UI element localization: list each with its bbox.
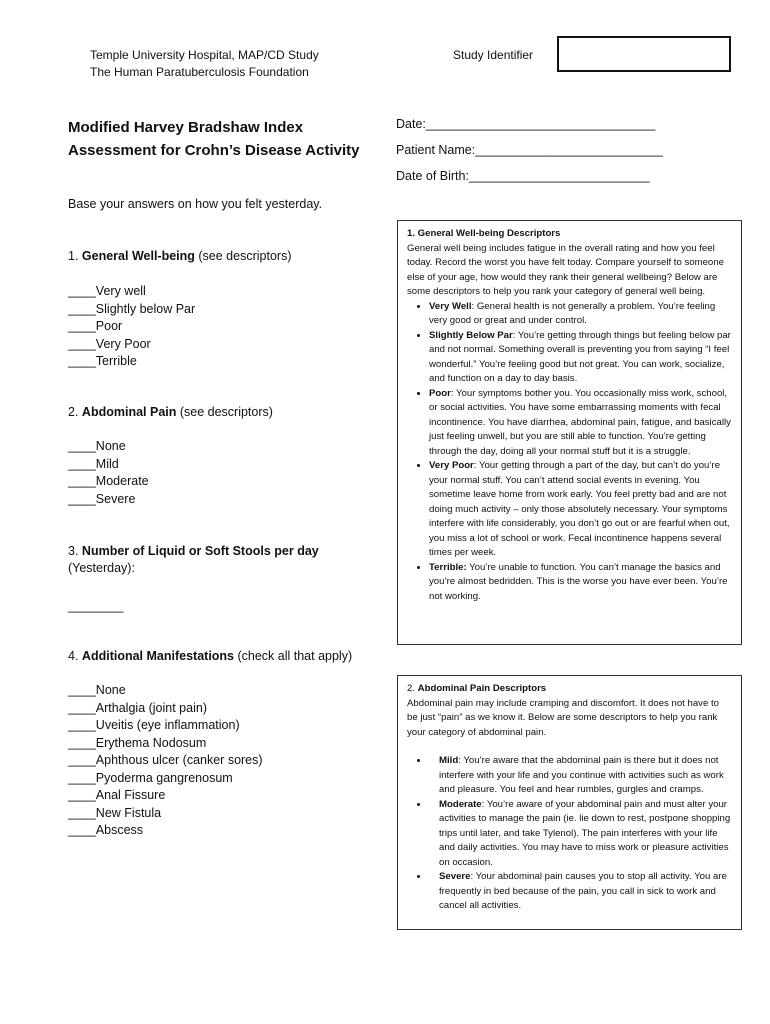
box2-desc: : You’re aware of your abdominal pain and must alter your activities to manage the pain (ie. lie down to rest, postpone shopping trips until later, and take Tylenol). The pain interferes with your life and daily activities. You may have to miss work or pleasure activities on occasion.: [439, 798, 731, 868]
box1-intro: General well being includes fatigue in the overall rating and how you feel today. Record the worst you have felt today. Compare yourself to someone else of your age, how would they rank their general wellbeing? Below are some descriptors to help you rank your category of general well being.: [407, 242, 724, 297]
q4-option[interactable]: ____Pyoderma gangrenosum: [68, 770, 233, 785]
study-identifier-input[interactable]: [557, 36, 731, 72]
q3-number: 3.: [68, 544, 79, 558]
q4-bold: Additional Manifestations: [81, 649, 235, 663]
q2-number: 2.: [68, 405, 79, 419]
patient-name-field[interactable]: Patient Name:___________________________: [396, 143, 663, 157]
q4-option[interactable]: ____Abscess: [68, 823, 144, 837]
q2-option[interactable]: ____None: [68, 439, 126, 453]
q4-option[interactable]: ____New Fistula: [68, 805, 162, 820]
box2-term: Severe: [439, 871, 471, 882]
general-wellbeing-descriptors-box: [397, 220, 742, 645]
box2-term: Moderate: [439, 798, 482, 810]
box2-desc: : You’re aware that the abdominal pain is there but it does not interfere with your life and you continue with activities such as work and pleasure. You feel and hear rumbles, gurgles and cramps.: [439, 755, 724, 795]
question-2-options: [68, 438, 149, 508]
box2-item: [429, 754, 732, 798]
stools-count-input[interactable]: ________: [68, 599, 124, 613]
title-line-1: Modified Harvey Bradshaw Index: [68, 119, 304, 136]
q4-option[interactable]: ____Aphthous ulcer (canker sores): [68, 753, 263, 767]
q2-rest: (see descriptors): [176, 405, 273, 419]
box1-list: [407, 300, 732, 605]
q4-number: 4.: [68, 649, 79, 663]
instruction-text: Base your answers on how you felt yesterday.: [68, 197, 323, 211]
abdominal-pain-descriptors-box: [397, 675, 742, 930]
box1-item: [429, 459, 732, 561]
box2-title-num: 2.: [407, 683, 418, 694]
header-institutions: [90, 47, 319, 81]
box1-title: 1. General Well-being Descriptors: [407, 228, 561, 239]
box1-desc: : Your getting through a part of the day, but can’t do you’re your normal stuff. You can’t attend social events in evening. You sometime leave home from work early. You feel pretty bad and are not doing much activity – only those absolutely necessary. Your symptoms interfere with life considerably, you don’t go out or are fearful when out, you miss a lot of school or work. Fecal incontinence happens several times per week.: [429, 460, 730, 558]
header-hospital: Temple University Hospital, MAP/CD Study: [90, 48, 319, 62]
q2-option[interactable]: ____Mild: [68, 456, 119, 471]
q1-option[interactable]: ____Poor: [68, 319, 123, 333]
q1-number: 1.: [68, 249, 79, 263]
box1-item: [429, 329, 732, 387]
box1-desc: : Your symptoms bother you. You occasionally miss work, school, or social activities. You have some embarrassing moments with fecal incontinence. You have diarrhea, abdominal pain, fatigue, and basically just feeling unwell, but you are still able to function. You’re getting through the day, doing all your normal stuff but it is a struggle.: [429, 387, 731, 457]
q4-rest: (check all that apply): [234, 649, 353, 663]
box2-list: [407, 754, 732, 914]
box1-term: Very Well: [429, 300, 472, 312]
q2-bold: Abdominal Pain: [81, 405, 177, 419]
title-line-2: Assessment for Crohn’s Disease Activity: [68, 142, 360, 159]
box1-term: Poor: [429, 387, 451, 399]
q4-option[interactable]: ____Uveitis (eye inflammation): [68, 718, 240, 732]
box2-title-bold: Abdominal Pain Descriptors: [417, 683, 547, 694]
box1-term: Very Poor: [429, 460, 474, 471]
box1-desc: You’re unable to function. You can’t manage the basics and you’re almost bedridden. This is the worse you have ever been. You’re not working.: [429, 561, 728, 602]
q1-option[interactable]: ____Slightly below Par: [68, 301, 196, 316]
box1-term: Slightly Below Par: [429, 329, 513, 341]
question-1-heading: [68, 248, 291, 265]
question-4-heading: [68, 648, 352, 665]
header-foundation: The Human Paratuberculosis Foundation: [90, 65, 309, 79]
q1-rest: (see descriptors): [194, 249, 292, 263]
q2-option[interactable]: ____Moderate: [68, 474, 149, 488]
q4-option[interactable]: ____Arthalgia (joint pain): [68, 700, 207, 715]
box1-item: [429, 387, 732, 460]
box2-intro: Abdominal pain may include cramping and discomfort. It does not have to be just “pain” as we know it. Below are some descriptors to help you rank your category of abdominal pain.: [407, 697, 719, 738]
box2-item: [429, 870, 732, 914]
box2-title: [407, 682, 732, 697]
q4-option[interactable]: ____None: [68, 683, 126, 697]
box1-item: [429, 561, 732, 605]
question-1-options: [68, 283, 195, 371]
q1-option[interactable]: ____Very well: [68, 284, 146, 298]
box1-desc: : General health is not generally a problem. You’re feeling very good or great and under control.: [429, 300, 716, 326]
q1-bold: General Well-being: [81, 249, 195, 263]
q3-line-2: (Yesterday):: [68, 561, 135, 575]
box2-desc: : Your abdominal pain causes you to stop all activity. You are frequently in bed because of the pain, you call in sick to work and cancel all activities.: [439, 871, 727, 911]
q4-option[interactable]: ____Anal Fissure: [68, 788, 166, 802]
box1-term: Terrible:: [429, 561, 467, 573]
q2-option[interactable]: ____Severe: [68, 491, 136, 506]
question-2-heading: [68, 404, 273, 421]
page-title: [68, 116, 360, 162]
box1-item: [429, 300, 732, 329]
q1-option[interactable]: ____Very Poor: [68, 336, 151, 351]
q1-option[interactable]: ____Terrible: [68, 354, 137, 368]
question-3-heading: [68, 543, 319, 577]
box2-term: Mild: [439, 755, 459, 766]
date-of-birth-field[interactable]: Date of Birth:__________________________: [396, 169, 650, 183]
box1-desc: : You’re getting through things but feeling below par and not normal. Something overall is preventing you from saying “I feel wonderful.” You’re feeling good but not great. You can work, socialize, and function on a day to day basis.: [429, 329, 731, 384]
q3-bold: Number of Liquid or Soft Stools per day: [81, 544, 319, 558]
date-field[interactable]: Date:_________________________________: [396, 117, 656, 131]
study-identifier-label: Study Identifier: [453, 48, 534, 62]
q4-option[interactable]: ____Erythema Nodosum: [68, 735, 207, 750]
box2-item: [429, 798, 732, 871]
question-4-options: [68, 682, 263, 840]
